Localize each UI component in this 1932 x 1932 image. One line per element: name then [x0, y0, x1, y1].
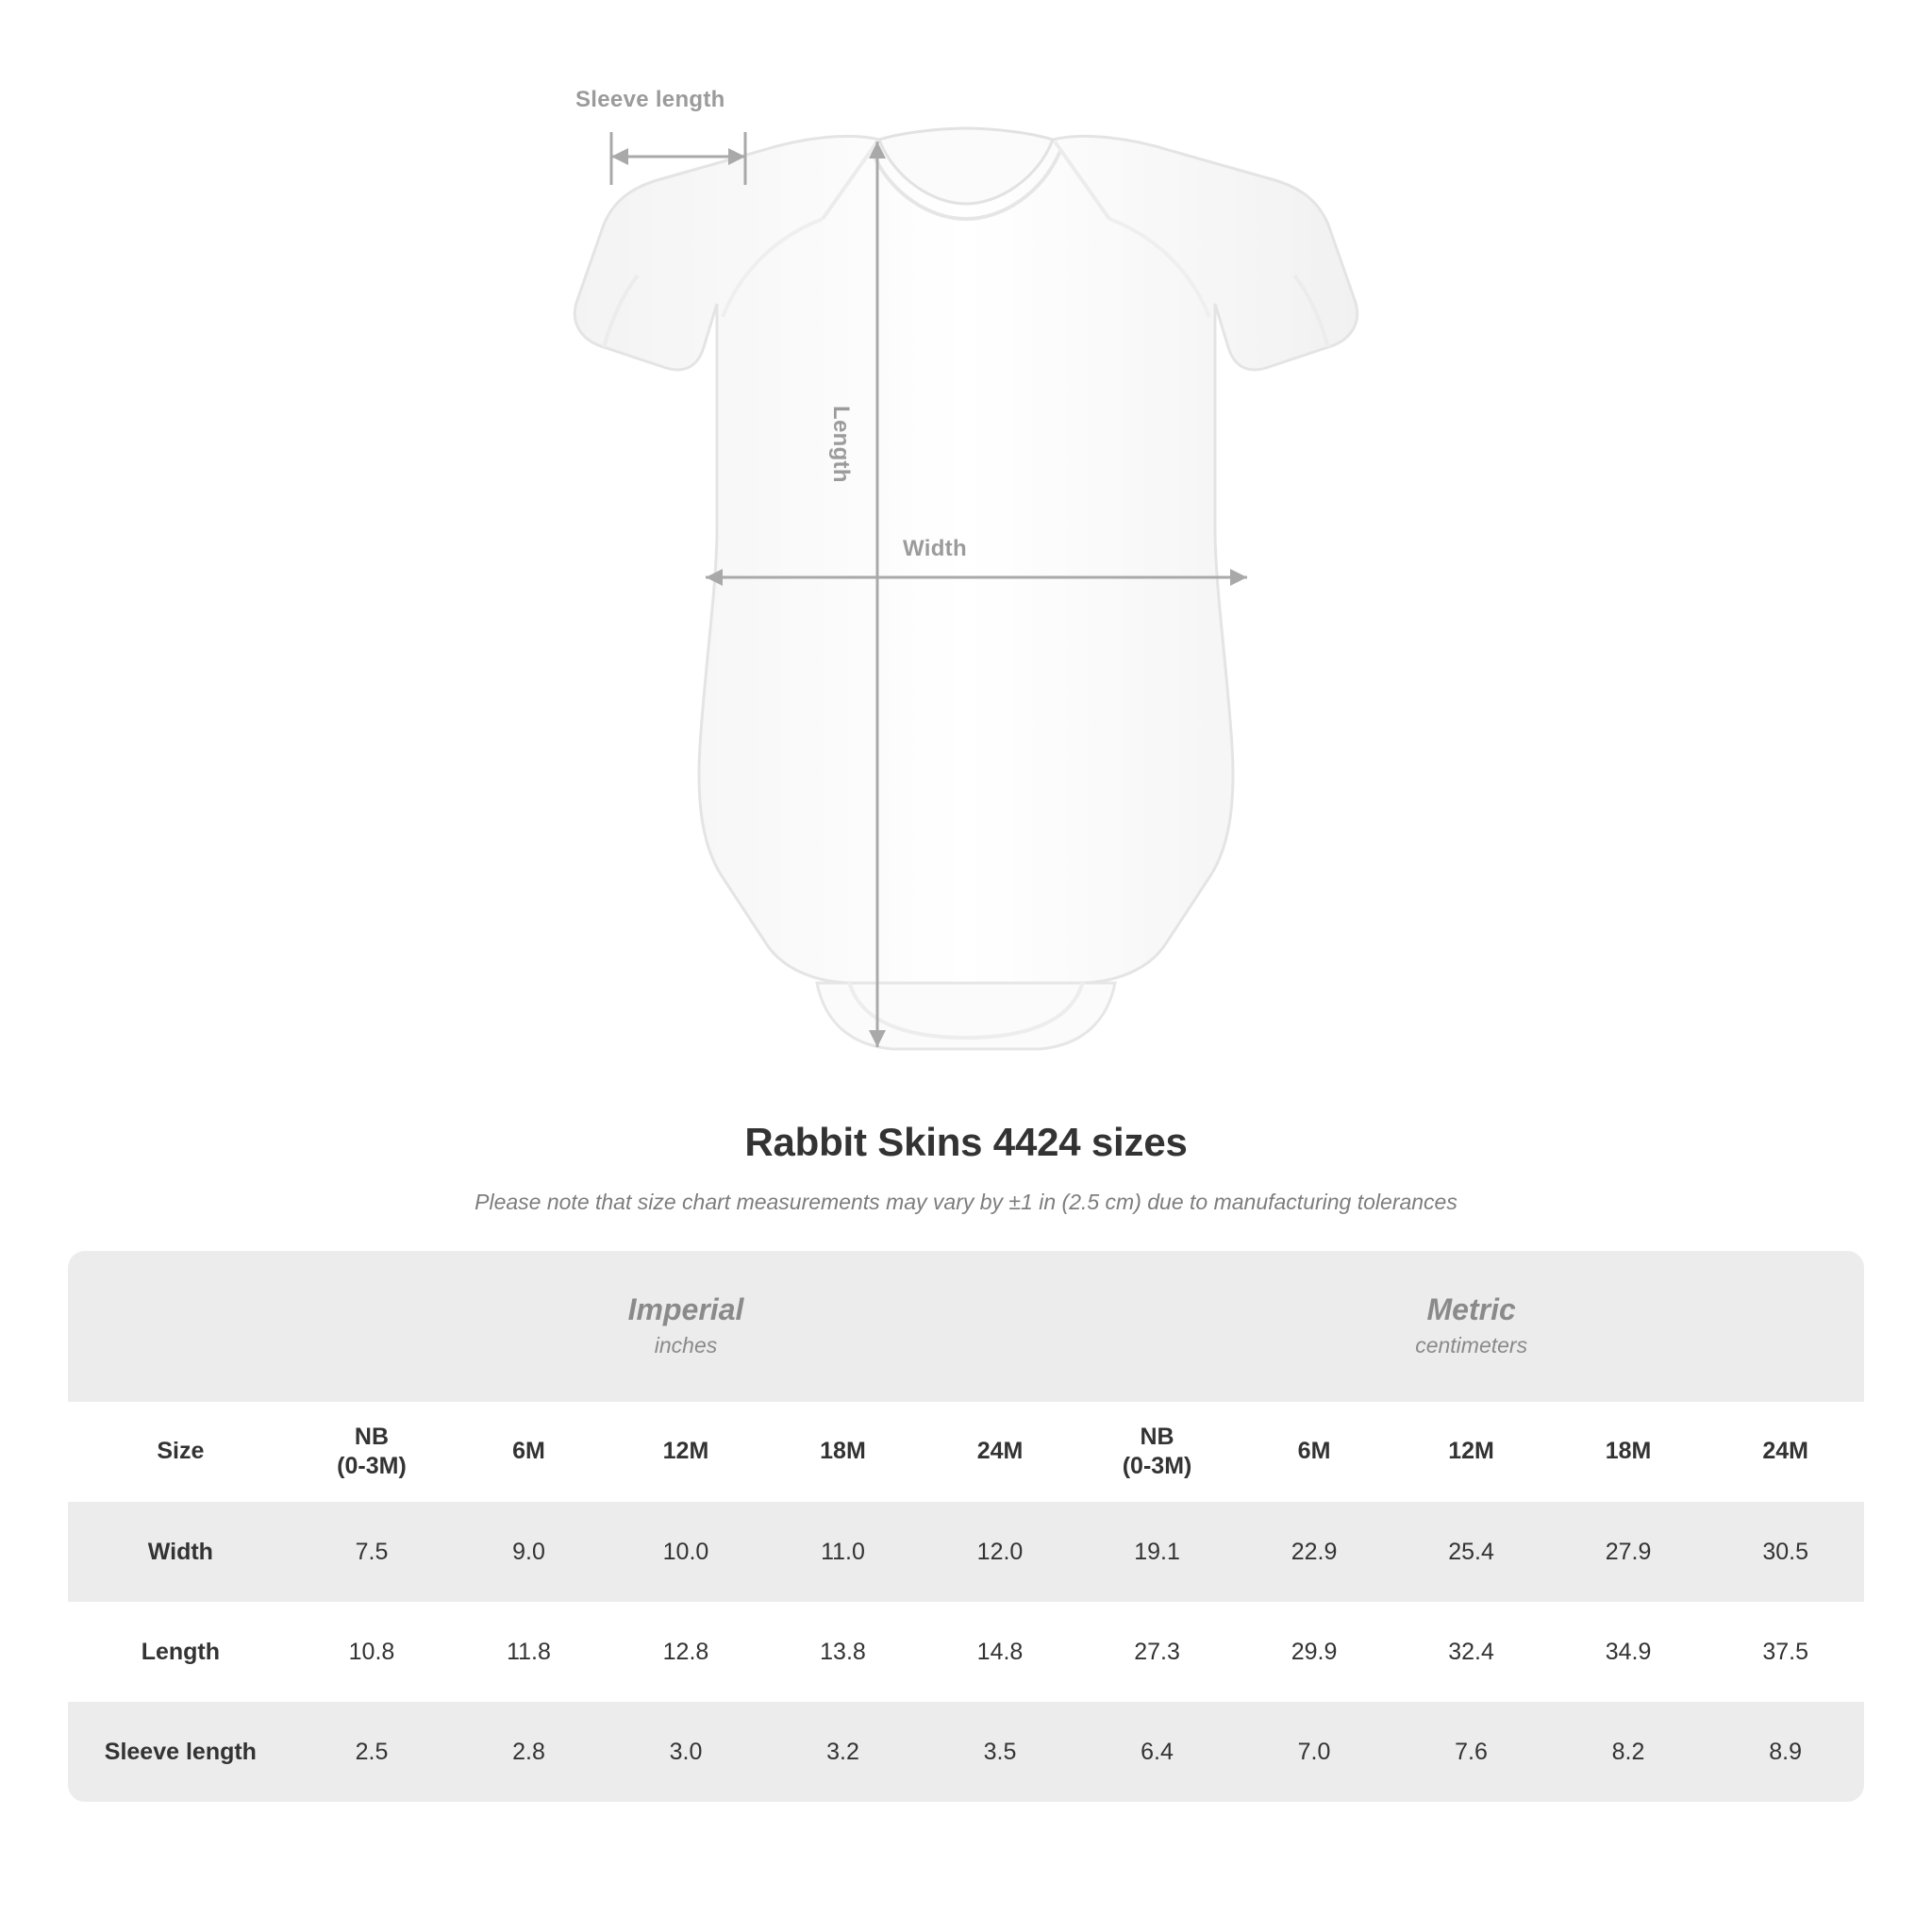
header-col-0-label: NB — [354, 1423, 390, 1450]
cell-length-2: 12.8 — [608, 1602, 765, 1702]
header-col-5 — [1078, 1402, 1236, 1502]
cell-sleeve-5: 6.4 — [1078, 1702, 1236, 1802]
unit-metric-name: Metric — [1426, 1291, 1516, 1326]
header-col-7: 12M — [1392, 1402, 1550, 1502]
table-row — [68, 1502, 1864, 1602]
cell-width-9: 30.5 — [1707, 1502, 1864, 1602]
cell-width-2: 10.0 — [608, 1502, 765, 1602]
header-col-3: 18M — [764, 1402, 922, 1502]
row-label-sleeve-length: Sleeve length — [68, 1702, 293, 1802]
cell-width-4: 12.0 — [922, 1502, 1079, 1602]
cell-sleeve-6: 7.0 — [1236, 1702, 1393, 1802]
column-header-row — [68, 1402, 1864, 1502]
cell-sleeve-3: 3.2 — [764, 1702, 922, 1802]
header-col-0-sub: (0-3M) — [337, 1453, 407, 1479]
unit-imperial-cell — [293, 1251, 1079, 1402]
header-col-4: 24M — [922, 1402, 1079, 1502]
size-table-wrapper — [68, 1251, 1864, 1802]
annotation-width: Width — [903, 536, 967, 561]
cell-sleeve-7: 7.6 — [1392, 1702, 1550, 1802]
cell-width-3: 11.0 — [764, 1502, 922, 1602]
page-title: Rabbit Skins 4424 sizes — [744, 1120, 1188, 1164]
unit-imperial-name: Imperial — [627, 1291, 744, 1326]
header-col-8: 18M — [1550, 1402, 1707, 1502]
table-row — [68, 1602, 1864, 1702]
cell-width-1: 9.0 — [450, 1502, 608, 1602]
cell-width-6: 22.9 — [1236, 1502, 1393, 1602]
unit-metric-sub: centimeters — [1415, 1332, 1528, 1357]
row-label-width: Width — [68, 1502, 293, 1602]
size-table — [68, 1251, 1864, 1802]
cell-length-6: 29.9 — [1236, 1602, 1393, 1702]
cell-width-8: 27.9 — [1550, 1502, 1707, 1602]
measurement-note: Please note that size chart measurements may vary by ±1 in (2.5 cm) due to manufacturing tolerances — [475, 1190, 1457, 1214]
unit-header-row — [68, 1251, 1864, 1402]
cell-length-3: 13.8 — [764, 1602, 922, 1702]
cell-sleeve-8: 8.2 — [1550, 1702, 1707, 1802]
cell-sleeve-4: 3.5 — [922, 1702, 1079, 1802]
cell-sleeve-0: 2.5 — [293, 1702, 451, 1802]
annotation-length: Length — [828, 406, 854, 483]
cell-length-5: 27.3 — [1078, 1602, 1236, 1702]
header-col-2: 12M — [608, 1402, 765, 1502]
header-col-6: 6M — [1236, 1402, 1393, 1502]
header-col-1: 6M — [450, 1402, 608, 1502]
cell-length-0: 10.8 — [293, 1602, 451, 1702]
cell-length-1: 11.8 — [450, 1602, 608, 1702]
cell-width-5: 19.1 — [1078, 1502, 1236, 1602]
header-col-0 — [293, 1402, 451, 1502]
header-size-label: Size — [68, 1402, 293, 1502]
cell-width-0: 7.5 — [293, 1502, 451, 1602]
cell-width-7: 25.4 — [1392, 1502, 1550, 1602]
title-block — [0, 1120, 1932, 1215]
unit-metric-cell — [1078, 1251, 1864, 1402]
cell-length-9: 37.5 — [1707, 1602, 1864, 1702]
header-col-5-label: NB — [1140, 1423, 1174, 1450]
cell-sleeve-1: 2.8 — [450, 1702, 608, 1802]
unit-imperial-sub: inches — [654, 1332, 718, 1357]
cell-length-7: 32.4 — [1392, 1602, 1550, 1702]
cell-length-4: 14.8 — [922, 1602, 1079, 1702]
cell-length-8: 34.9 — [1550, 1602, 1707, 1702]
table-row — [68, 1702, 1864, 1802]
annotation-sleeve-length: Sleeve length — [575, 87, 725, 112]
cell-sleeve-2: 3.0 — [608, 1702, 765, 1802]
header-col-9: 24M — [1707, 1402, 1864, 1502]
unit-corner-cell — [68, 1251, 293, 1402]
header-col-5-sub: (0-3M) — [1122, 1453, 1192, 1479]
cell-sleeve-9: 8.9 — [1707, 1702, 1864, 1802]
row-label-length: Length — [68, 1602, 293, 1702]
